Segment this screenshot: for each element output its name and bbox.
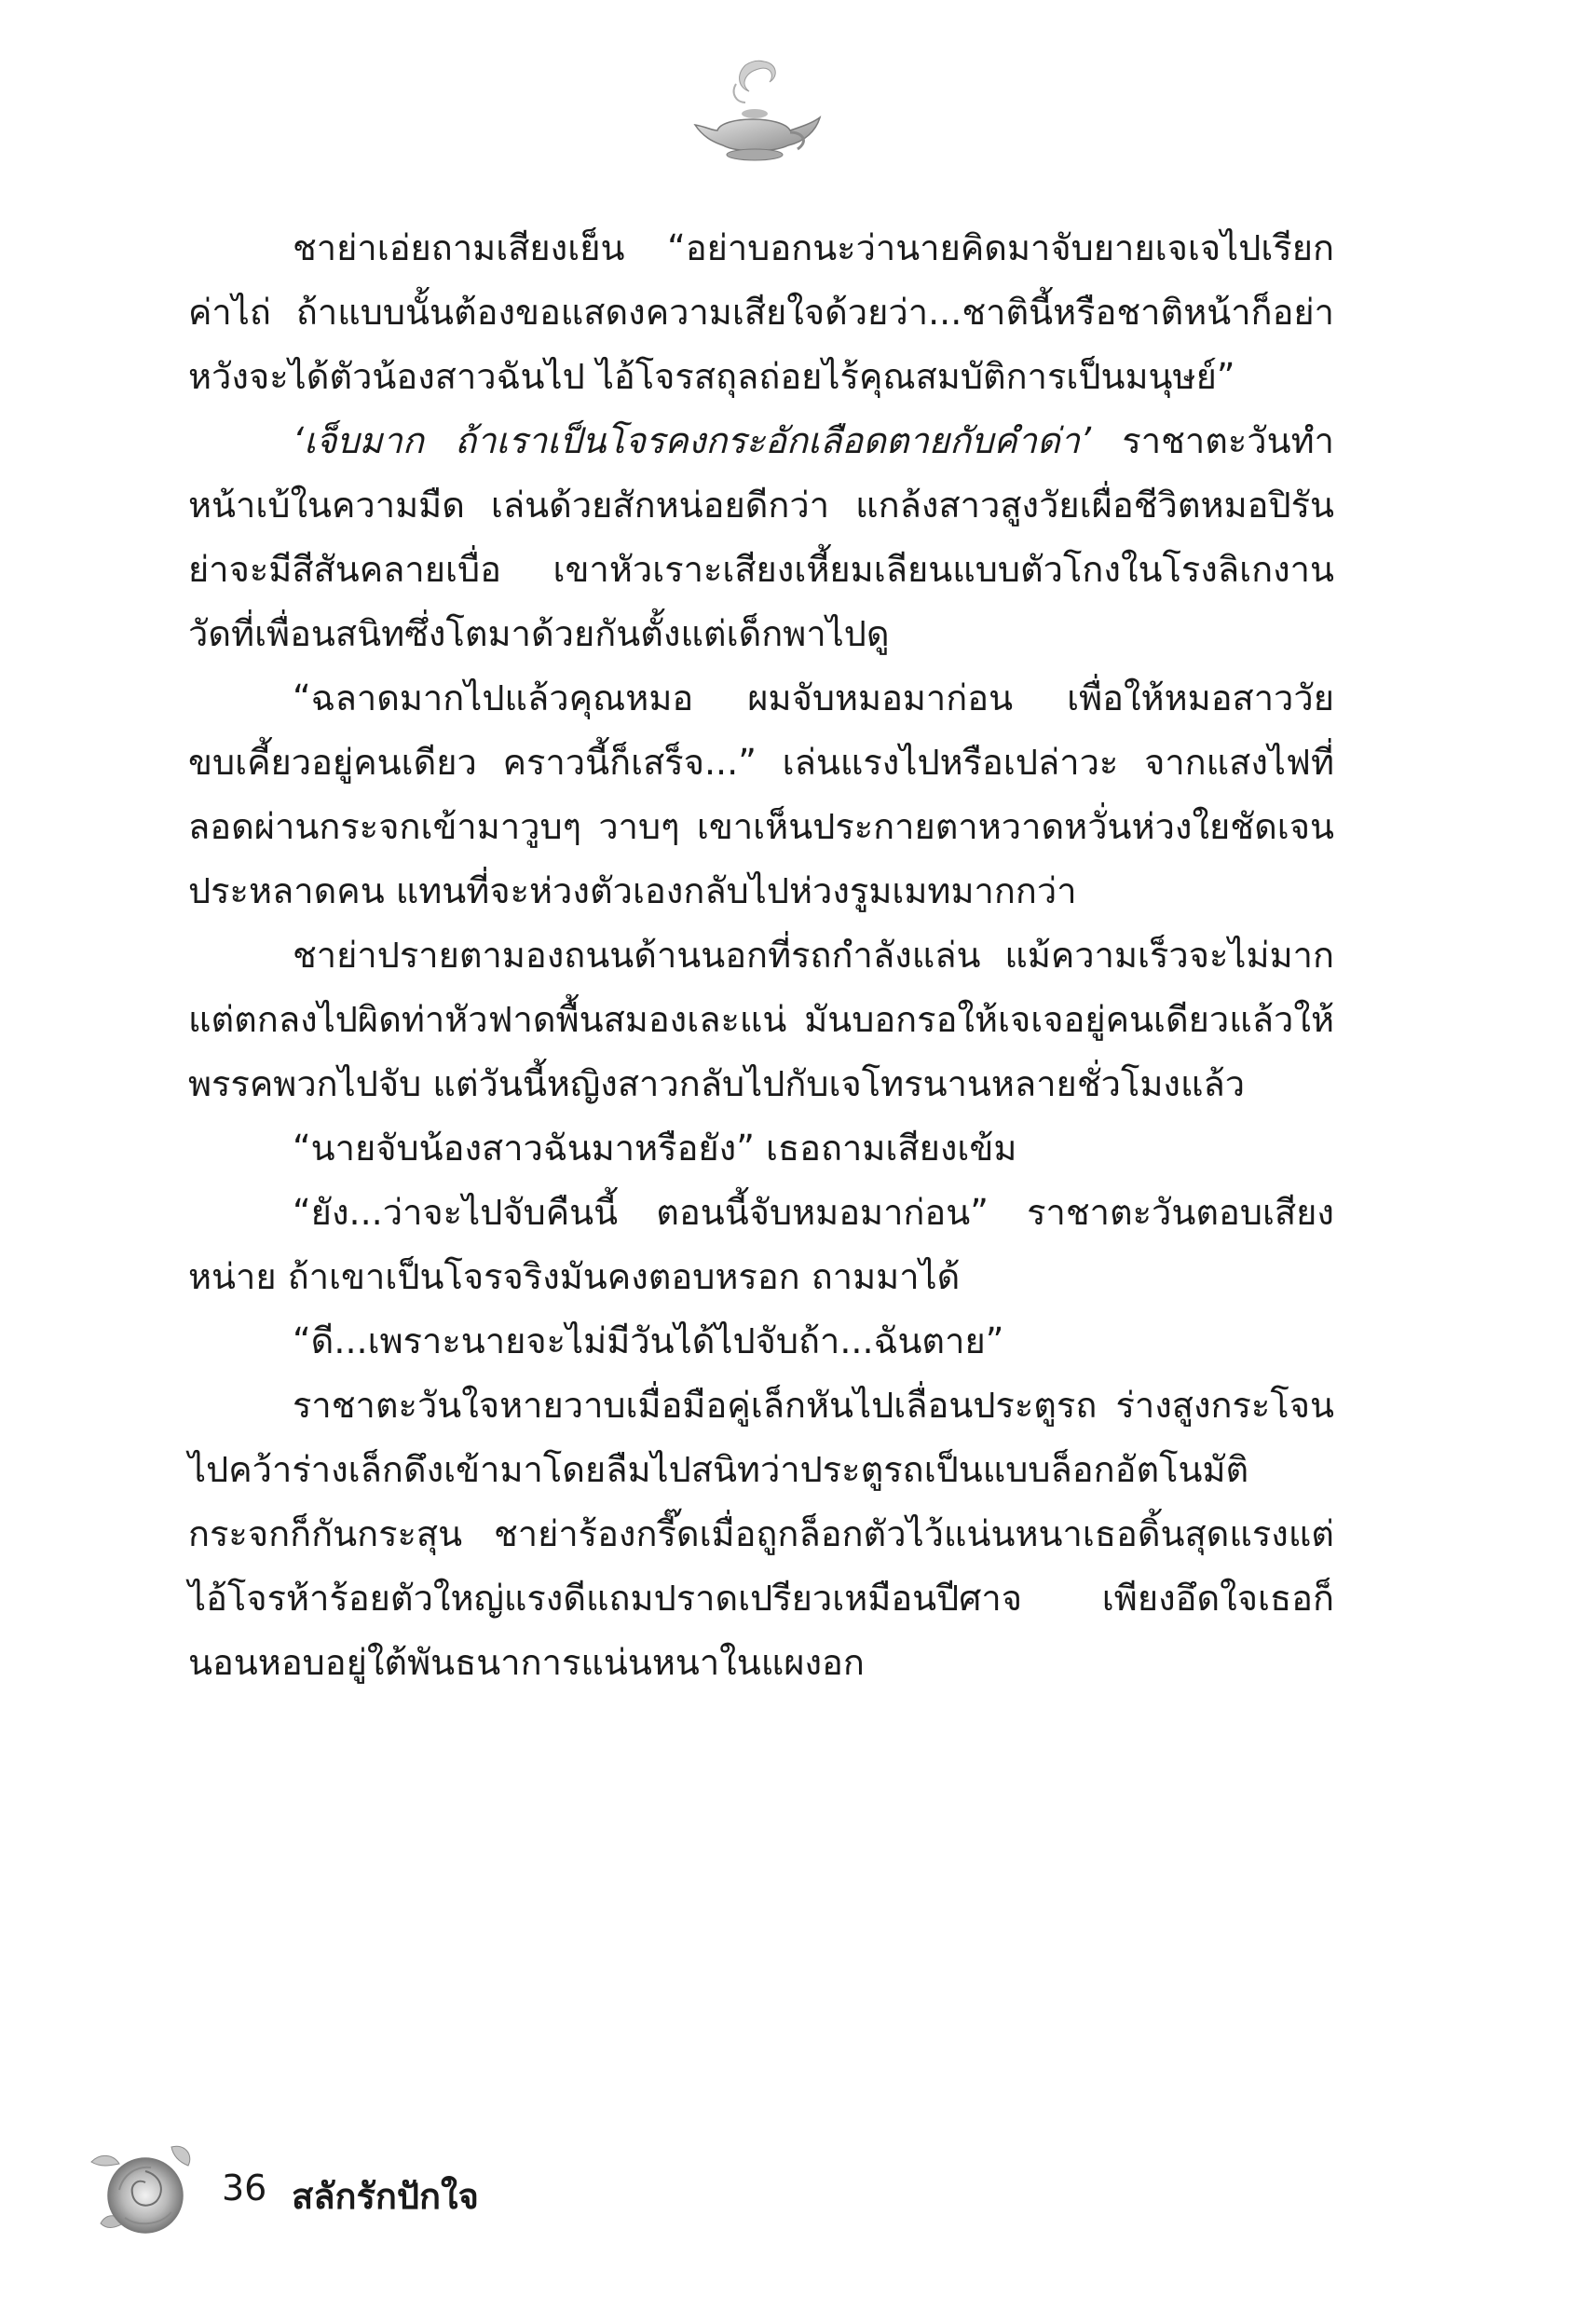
- paragraph: ชาย่าปรายตามองถนนด้านนอกที่รถกำลังแล่น แม้ความเร็วจะไม่มาก แต่ตกลงไปผิดท่าหัวฟาดพื้นสมองเละแน่ มันบอกรอให้เจเจอยู่คนเดียวแล้วให้พรรคพวกไปจับ แต่วันนี้หญิงสาวกลับไปกับเจโทรนานหลายชั่วโมงแล้ว: [188, 935, 1334, 1104]
- paragraph: ราชาตะวันใจหายวาบเมื่อมือคู่เล็กหันไปเลื่อนประตูรถ ร่างสูงกระโจนไปคว้าร่างเล็กดึงเข้ามาโดยลืมไปสนิทว่าประตูรถเป็นแบบล็อกอัตโนมัติ กระจกก็กันกระสุน ชาย่าร้องกรี๊ดเมื่อถูกล็อกตัวไว้แน่นหนาเธอดิ้นสุดแรงแต่ไอ้โจรห้าร้อยตัวใหญ่แรงดีแถมปราดเปรียวเหมือนปีศาจ เพียงอึดใจเธอก็นอนหอบอยู่ใต้พันธนาการแน่นหนาในแผงอก: [188, 1385, 1334, 1683]
- book-title: สลักรักปักใจ: [292, 2176, 479, 2217]
- paragraph: “นายจับน้องสาวฉันมาหรือยัง” เธอถามเสียงเข้ม: [293, 1128, 1017, 1169]
- page-footer: [82, 2134, 548, 2246]
- inner-thought: ‘เจ็บมาก ถ้าเราเป็นโจรคงกระอักเลือดตายกับคำด่า’: [293, 420, 1092, 461]
- page-number: 36: [222, 2167, 267, 2208]
- paragraph-text: ราชาตะวันทำหน้าเบ้ในความมืด เล่นด้วยสักหน่อยดีกว่า แกล้งสาวสูงวัยเผื่อชีวิตหมอปิรันย่าจะมีสีสันคลายเบื่อ เขาหัวเราะเสียงเหี้ยมเลียนแบบตัวโกงในโรงลิเกงานวัดที่เพื่อนสนิทซึ่งโตมาด้วยกันตั้งแต่เด็กพาไปดู: [188, 420, 1334, 654]
- genie-lamp-icon: [680, 56, 829, 168]
- paragraph: “ดี...เพราะนายจะไม่มีวันได้ไปจับถ้า...ฉันตาย”: [293, 1320, 1004, 1361]
- paragraph: “ฉลาดมากไปแล้วคุณหมอ ผมจับหมอมาก่อน เพื่อให้หมอสาววัยขบเคี้ยวอยู่คนเดียว คราวนี้ก็เสร็จ...” เล่นแรงไปหรือเปล่าวะ จากแสงไฟที่ลอดผ่านกระจกเข้ามาวูบๆ วาบๆ เขาเห็นประกายตาหวาดหวั่นห่วงใยชัดเจน ประหลาดคน แทนที่จะห่วงตัวเองกลับไปห่วงรูมเมทมากกว่า: [188, 677, 1334, 911]
- paragraph: “ยัง...ว่าจะไปจับคืนนี้ ตอนนี้จับหมอมาก่อน” ราชาตะวันตอบเสียงหน่าย ถ้าเขาเป็นโจรจริงมันคงตอบหรอก ถามมาได้: [188, 1192, 1334, 1297]
- rose-icon: [82, 2134, 203, 2246]
- story-text: [188, 216, 1334, 1695]
- paragraph: ชาย่าเอ่ยถามเสียงเย็น “อย่าบอกนะว่านายคิดมาจับยายเจเจไปเรียกค่าไถ่ ถ้าแบบนั้นต้องขอแสดงความเสียใจด้วยว่า...ชาตินี้หรือชาติหน้าก็อย่าหวังจะได้ตัวน้องสาวฉันไป ไอ้โจรสถุลถ่อยไร้คุณสมบัติการเป็นมนุษย์”: [188, 227, 1334, 397]
- paragraph: [188, 409, 1334, 666]
